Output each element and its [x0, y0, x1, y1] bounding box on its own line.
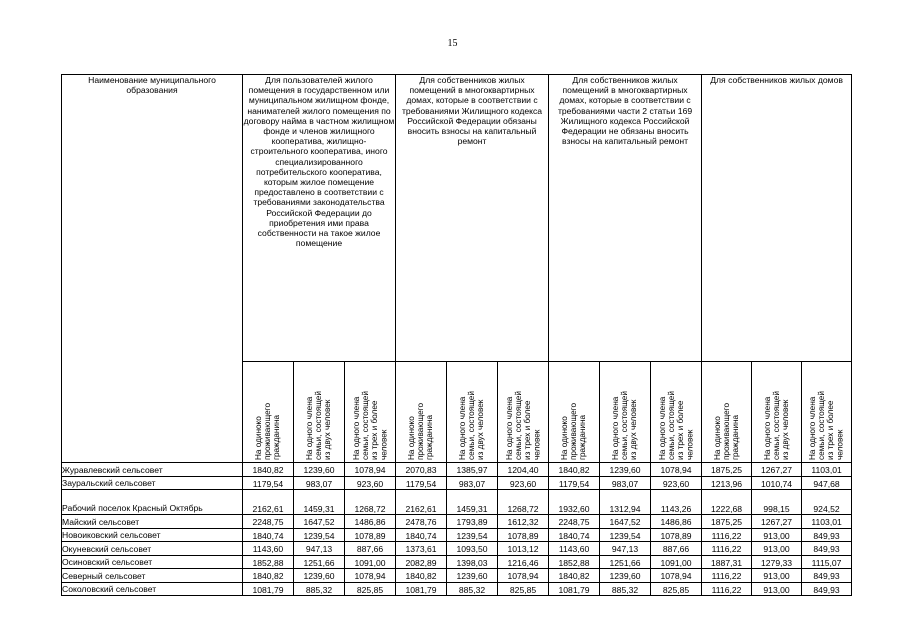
subheader-two-person-family [294, 362, 345, 463]
value-cell: 1279,33 [752, 555, 802, 569]
value-cell: 1840,82 [243, 569, 294, 583]
value-cell: 2162,61 [243, 490, 294, 515]
value-cell: 1143,60 [549, 542, 600, 556]
subheader-single-resident [243, 362, 294, 463]
value-cell: 1840,82 [396, 569, 447, 583]
value-cell: 1078,94 [345, 569, 396, 583]
value-cell: 1852,88 [549, 555, 600, 569]
value-cell: 2478,76 [396, 515, 447, 529]
value-cell: 1239,60 [294, 463, 345, 477]
subheader-two-person-family [752, 362, 802, 463]
value-cell: 983,07 [294, 476, 345, 490]
value-cell: 885,32 [294, 582, 345, 596]
page-number: 15 [447, 38, 458, 49]
value-cell: 1840,74 [549, 528, 600, 542]
municipality-name: Новоиковский сельсовет [62, 528, 243, 542]
value-cell: 1875,25 [702, 515, 752, 529]
value-cell: 913,00 [752, 582, 802, 596]
value-cell: 1078,94 [498, 569, 549, 583]
value-cell: 849,93 [802, 542, 852, 556]
municipality-name: Зауральский сельсовет [62, 476, 243, 490]
subheader-three-plus-family [498, 362, 549, 463]
value-cell: 2248,75 [243, 515, 294, 529]
value-cell: 1647,52 [600, 515, 651, 529]
value-cell: 913,00 [752, 569, 802, 583]
value-cell: 1459,31 [447, 490, 498, 515]
subheader-label: На одного члена семьи, состоящей из трех и более человек [808, 391, 845, 460]
table-row [62, 528, 852, 542]
value-cell: 1222,68 [702, 490, 752, 515]
group-header-owners-exempt: Для собственников жилых помещений в многоквартирных домах, которые в соответствии с требованиями части 2 статьи 169 Жилищного кодекса Российской Федерации не обязаны вносить взносы на капитальный ремонт [549, 75, 702, 362]
group-header-house-owners: Для собственников жилых домов [702, 75, 852, 362]
value-cell: 1081,79 [243, 582, 294, 596]
value-cell: 1840,74 [243, 528, 294, 542]
value-cell: 1010,74 [752, 476, 802, 490]
value-cell: 1013,12 [498, 542, 549, 556]
table-body [62, 463, 852, 596]
value-cell: 1143,60 [243, 542, 294, 556]
value-cell: 1267,27 [752, 463, 802, 477]
group-header-row [62, 75, 852, 362]
subheader-label: На одного члена семьи, состоящей из двух человек [762, 391, 791, 460]
subheader-label: На одного члена семьи, состоящей из трех и более человек [504, 391, 542, 460]
value-cell: 1078,94 [345, 463, 396, 477]
value-cell: 2070,83 [396, 463, 447, 477]
value-cell: 998,15 [752, 490, 802, 515]
value-cell: 1093,50 [447, 542, 498, 556]
value-cell: 1793,89 [447, 515, 498, 529]
municipality-name: Северный сельсовет [62, 569, 243, 583]
subsistence-table [61, 74, 852, 596]
value-cell: 1840,82 [549, 463, 600, 477]
value-cell: 885,32 [600, 582, 651, 596]
value-cell: 885,32 [447, 582, 498, 596]
value-cell: 2082,89 [396, 555, 447, 569]
value-cell: 1103,01 [802, 463, 852, 477]
value-cell: 924,52 [802, 490, 852, 515]
subheader-label: На одного члена семьи, состоящей из двух человек [305, 391, 333, 460]
value-cell: 1143,26 [651, 490, 702, 515]
value-cell: 1239,60 [294, 569, 345, 583]
subheader-three-plus-family [345, 362, 396, 463]
value-cell: 1312,94 [600, 490, 651, 515]
value-cell: 1887,31 [702, 555, 752, 569]
municipality-name: Соколовский сельсовет [62, 582, 243, 596]
value-cell: 849,93 [802, 528, 852, 542]
subheader-label: На одиноко проживающего гражданина [712, 402, 741, 460]
value-cell: 1267,27 [752, 515, 802, 529]
value-cell: 1385,97 [447, 463, 498, 477]
value-cell: 1091,00 [345, 555, 396, 569]
subheader-two-person-family [600, 362, 651, 463]
table-row [62, 515, 852, 529]
value-cell: 1840,82 [549, 569, 600, 583]
value-cell: 923,60 [498, 476, 549, 490]
value-cell: 1078,89 [651, 528, 702, 542]
value-cell: 1486,86 [651, 515, 702, 529]
value-cell: 1213,96 [702, 476, 752, 490]
value-cell: 1116,22 [702, 582, 752, 596]
value-cell: 2162,61 [396, 490, 447, 515]
value-cell: 1373,61 [396, 542, 447, 556]
value-cell: 1840,74 [396, 528, 447, 542]
municipality-name: Рабочий поселок Красный Октябрь [62, 490, 243, 515]
value-cell: 1239,60 [447, 569, 498, 583]
value-cell: 1116,22 [702, 569, 752, 583]
value-cell: 1239,54 [447, 528, 498, 542]
value-cell: 1115,07 [802, 555, 852, 569]
value-cell: 1078,89 [498, 528, 549, 542]
subheader-single-resident [549, 362, 600, 463]
value-cell: 983,07 [600, 476, 651, 490]
table-row [62, 490, 852, 515]
value-cell: 1179,54 [549, 476, 600, 490]
table-row [62, 542, 852, 556]
value-cell: 887,66 [651, 542, 702, 556]
value-cell: 1398,03 [447, 555, 498, 569]
value-cell: 1204,40 [498, 463, 549, 477]
subheader-label: На одиноко проживающего гражданина [254, 402, 282, 460]
subheader-two-person-family [447, 362, 498, 463]
value-cell: 1116,22 [702, 542, 752, 556]
value-cell: 1081,79 [549, 582, 600, 596]
value-cell: 1251,66 [294, 555, 345, 569]
subheader-label: На одного члена семьи, состоящей из трех и более человек [351, 391, 389, 460]
group-header-tenants: Для пользователей жилого помещения в государственном или муниципальном жилищном фонде, нанимателей жилого помещения по договору найма в частном жилищном фонде и членов жилищного кооператива, жилищно-строительного кооператива, иного специализированного потребительского кооператива, которым жилое помещение предоставлено в соответствии с требованиями законодательства Российской Федерации до приобретения ими права собственности на такое жилое помещение [243, 75, 396, 362]
value-cell: 849,93 [802, 569, 852, 583]
subheader-single-resident [702, 362, 752, 463]
value-cell: 923,60 [345, 476, 396, 490]
value-cell: 1612,32 [498, 515, 549, 529]
municipality-name: Окуневский сельсовет [62, 542, 243, 556]
value-cell: 923,60 [651, 476, 702, 490]
table-row [62, 582, 852, 596]
value-cell: 983,07 [447, 476, 498, 490]
value-cell: 1251,66 [600, 555, 651, 569]
value-cell: 849,93 [802, 582, 852, 596]
value-cell: 825,85 [651, 582, 702, 596]
value-cell: 1078,94 [651, 463, 702, 477]
value-cell: 1268,72 [498, 490, 549, 515]
value-cell: 1179,54 [243, 476, 294, 490]
value-cell: 1078,94 [651, 569, 702, 583]
subheader-single-resident [396, 362, 447, 463]
value-cell: 825,85 [345, 582, 396, 596]
value-cell: 1078,89 [345, 528, 396, 542]
value-cell: 947,13 [294, 542, 345, 556]
value-cell: 1840,82 [243, 463, 294, 477]
value-cell: 1103,01 [802, 515, 852, 529]
value-cell: 887,66 [345, 542, 396, 556]
table-row [62, 569, 852, 583]
value-cell: 1239,54 [294, 528, 345, 542]
table-row [62, 555, 852, 569]
subheader-three-plus-family [802, 362, 852, 463]
value-cell: 1239,60 [600, 569, 651, 583]
value-cell: 1239,54 [600, 528, 651, 542]
municipality-name: Журавлевский сельсовет [62, 463, 243, 477]
value-cell: 825,85 [498, 582, 549, 596]
municipality-name: Майский сельсовет [62, 515, 243, 529]
value-cell: 1081,79 [396, 582, 447, 596]
column-header-name: Наименование муниципального образования [62, 75, 243, 463]
value-cell: 1216,46 [498, 555, 549, 569]
value-cell: 1852,88 [243, 555, 294, 569]
value-cell: 1116,22 [702, 528, 752, 542]
subheader-label: На одиноко проживающего гражданина [560, 402, 588, 460]
subheader-three-plus-family [651, 362, 702, 463]
value-cell: 913,00 [752, 528, 802, 542]
value-cell: 1268,72 [345, 490, 396, 515]
subheader-label: На одного члена семьи, состоящей из двух человек [458, 391, 486, 460]
value-cell: 1459,31 [294, 490, 345, 515]
table-row [62, 463, 852, 477]
value-cell: 947,68 [802, 476, 852, 490]
value-cell: 913,00 [752, 542, 802, 556]
municipality-name: Осиновский сельсовет [62, 555, 243, 569]
value-cell: 1179,54 [396, 476, 447, 490]
subheader-label: На одного члена семьи, состоящей из двух человек [611, 391, 639, 460]
value-cell: 1932,60 [549, 490, 600, 515]
value-cell: 1647,52 [294, 515, 345, 529]
value-cell: 1875,25 [702, 463, 752, 477]
group-header-owners-obliged: Для собственников жилых помещений в многоквартирных домах, которые в соответствии с требованиями Жилищного кодекса Российской Федерации обязаны вносить взносы на капитальный ремонт [396, 75, 549, 362]
value-cell: 1239,60 [600, 463, 651, 477]
subheader-label: На одного члена семьи, состоящей из трех и более человек [657, 391, 695, 460]
value-cell: 2248,75 [549, 515, 600, 529]
subheader-label: На одиноко проживающего гражданина [407, 402, 435, 460]
value-cell: 1091,00 [651, 555, 702, 569]
value-cell: 947,13 [600, 542, 651, 556]
value-cell: 1486,86 [345, 515, 396, 529]
table-row [62, 476, 852, 490]
